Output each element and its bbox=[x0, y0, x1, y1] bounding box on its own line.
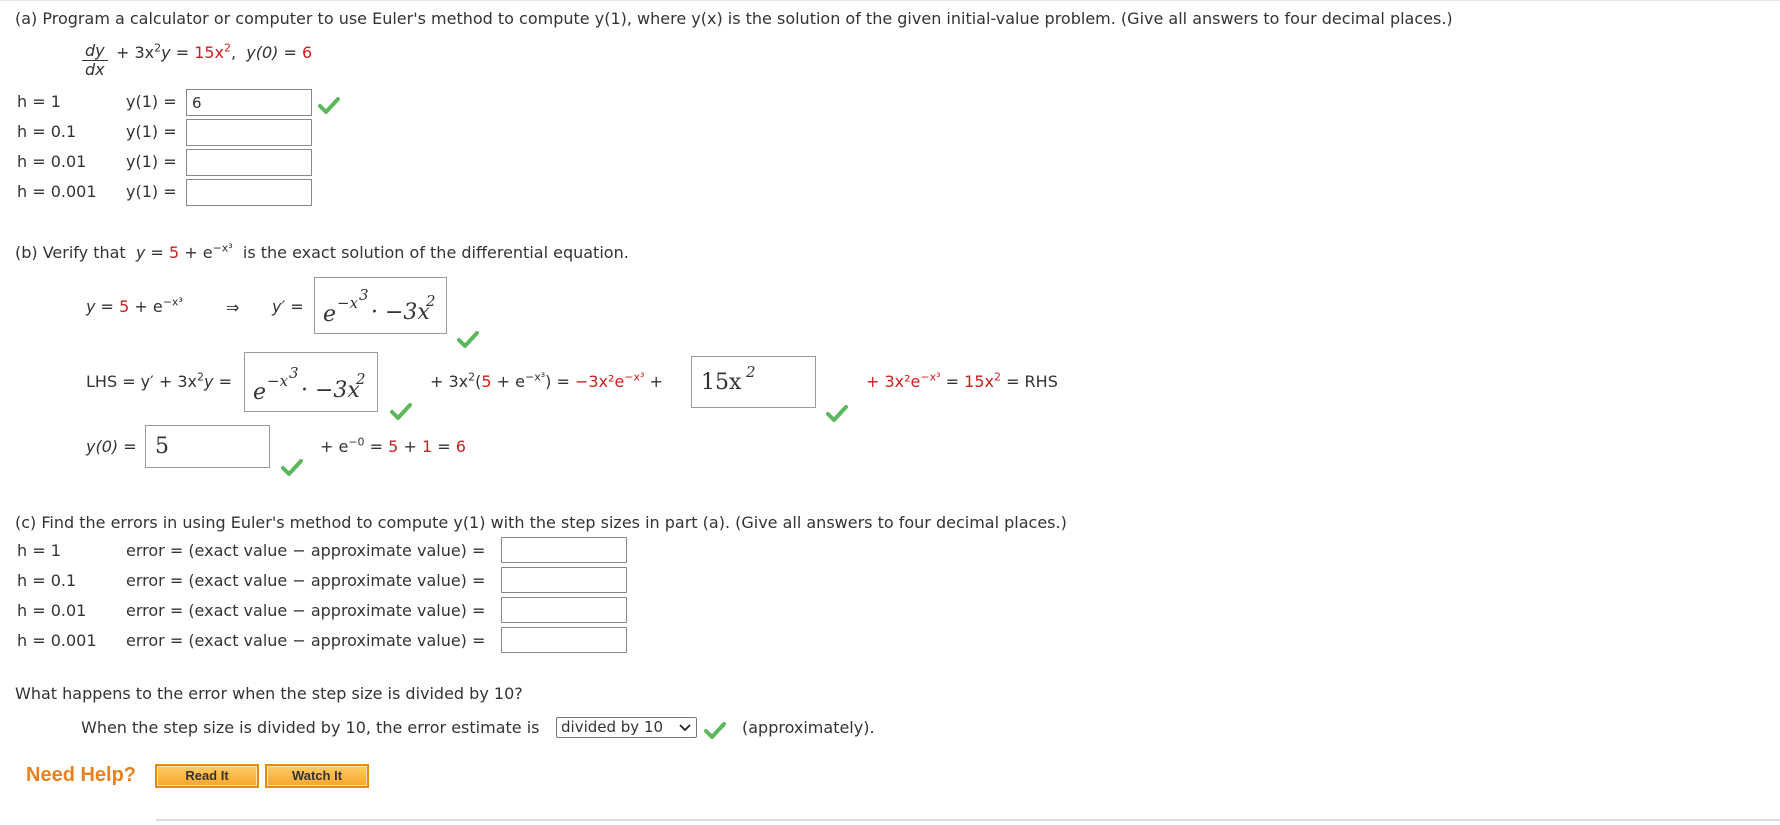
h-label-4: h = 0.001 bbox=[17, 182, 97, 201]
bottom-divider bbox=[156, 819, 1780, 821]
error-question: What happens to the error when the step size is divided by 10? bbox=[15, 684, 523, 703]
check-icon bbox=[281, 458, 303, 476]
error-label-3: error = (exact value − approximate value) = bbox=[126, 601, 486, 620]
select-value: divided by 10 bbox=[561, 718, 664, 736]
lhs-expansion: + $3x^2(5 + e^{-x^3}) = -3x^2e^{-x^3}$ + bbox=[430, 370, 663, 391]
y0-answer-box[interactable]: 5 bbox=[145, 425, 270, 468]
error-input-h1[interactable] bbox=[501, 537, 627, 563]
y1-input-h1[interactable] bbox=[186, 89, 312, 116]
y1-input-h001[interactable] bbox=[186, 149, 312, 176]
y-prime-answer-box[interactable]: e −x 3 · −3x 2 bbox=[314, 277, 447, 334]
error-trend-select[interactable] bbox=[556, 717, 697, 738]
error-answer-suffix: (approximately). bbox=[742, 718, 875, 737]
y1-label-4: y(1) = bbox=[126, 182, 177, 201]
c-h-label-2: h = 0.1 bbox=[17, 571, 77, 590]
h-label-2: h = 0.1 bbox=[17, 122, 77, 141]
check-icon bbox=[457, 330, 479, 348]
c-h-label-1: h = 1 bbox=[17, 541, 61, 560]
error-input-h001[interactable] bbox=[501, 597, 627, 623]
implies-symbol: ⇒ bbox=[226, 298, 240, 317]
top-divider bbox=[0, 0, 1780, 1]
c-h-label-3: h = 0.01 bbox=[17, 601, 87, 620]
dy-dx-fraction: $\frac{dy}{dx}$ bbox=[82, 42, 108, 79]
h-label-3: h = 0.01 bbox=[17, 152, 87, 171]
h-label-1: h = 1 bbox=[17, 92, 61, 111]
part-a-instruction: (a) Program a calculator or computer to use Euler's method to compute y(1), where y(x) is the solution of the given initial-value problem. (Give all answers to four decimal places.) bbox=[15, 9, 1453, 28]
differential-equation: + $3x^2y = 15x^2$, y(0) = 6 bbox=[116, 41, 313, 62]
y1-label-3: y(1) = bbox=[126, 152, 177, 171]
need-help-label: Need Help? bbox=[26, 764, 137, 786]
y1-input-h01[interactable] bbox=[186, 119, 312, 146]
read-it-button[interactable]: Read It bbox=[155, 764, 259, 788]
y0-evaluation: + $e^{-0} = 5 + 1 = 6$ bbox=[320, 435, 466, 456]
lhs-answer-box[interactable]: e −x 3 · −3x 2 bbox=[244, 352, 378, 412]
watch-it-button[interactable]: Watch It bbox=[265, 764, 369, 788]
c-h-label-4: h = 0.001 bbox=[17, 631, 97, 650]
error-label-4: error = (exact value − approximate value) = bbox=[126, 631, 486, 650]
y1-input-h0001[interactable] bbox=[186, 179, 312, 206]
y1-label-1: y(1) = bbox=[126, 92, 177, 111]
check-icon bbox=[318, 96, 340, 114]
error-input-h0001[interactable] bbox=[501, 627, 627, 653]
part-b-instruction: (b) Verify that $y = 5 + e^{-x^3}$ is the exact solution of the differential equation. bbox=[15, 241, 629, 262]
check-icon bbox=[704, 721, 726, 739]
rhs-term-answer-box[interactable]: 15x 2 bbox=[691, 356, 816, 408]
y1-label-2: y(1) = bbox=[126, 122, 177, 141]
error-label-2: error = (exact value − approximate value) = bbox=[126, 571, 486, 590]
check-icon bbox=[390, 402, 412, 420]
lhs-label: LHS = $y' + 3x^2y$ = bbox=[86, 370, 232, 391]
check-icon bbox=[826, 404, 848, 422]
chevron-down-icon bbox=[679, 724, 691, 732]
solution-expression: $y = 5 + e^{-x^3}$ bbox=[86, 295, 183, 316]
rhs-conclusion: + $3x^2e^{-x^3} = 15x^2$ = RHS bbox=[866, 370, 1058, 391]
part-c-instruction: (c) Find the errors in using Euler's method to compute y(1) with the step sizes in part (a). (Give all answers to four decimal places.) bbox=[15, 513, 1067, 532]
error-answer-prefix: When the step size is divided by 10, the error estimate is bbox=[81, 718, 540, 737]
y0-label: y(0) = bbox=[86, 437, 137, 456]
error-input-h01[interactable] bbox=[501, 567, 627, 593]
error-label-1: error = (exact value − approximate value) = bbox=[126, 541, 486, 560]
y-prime-label: y′ = bbox=[272, 297, 304, 316]
